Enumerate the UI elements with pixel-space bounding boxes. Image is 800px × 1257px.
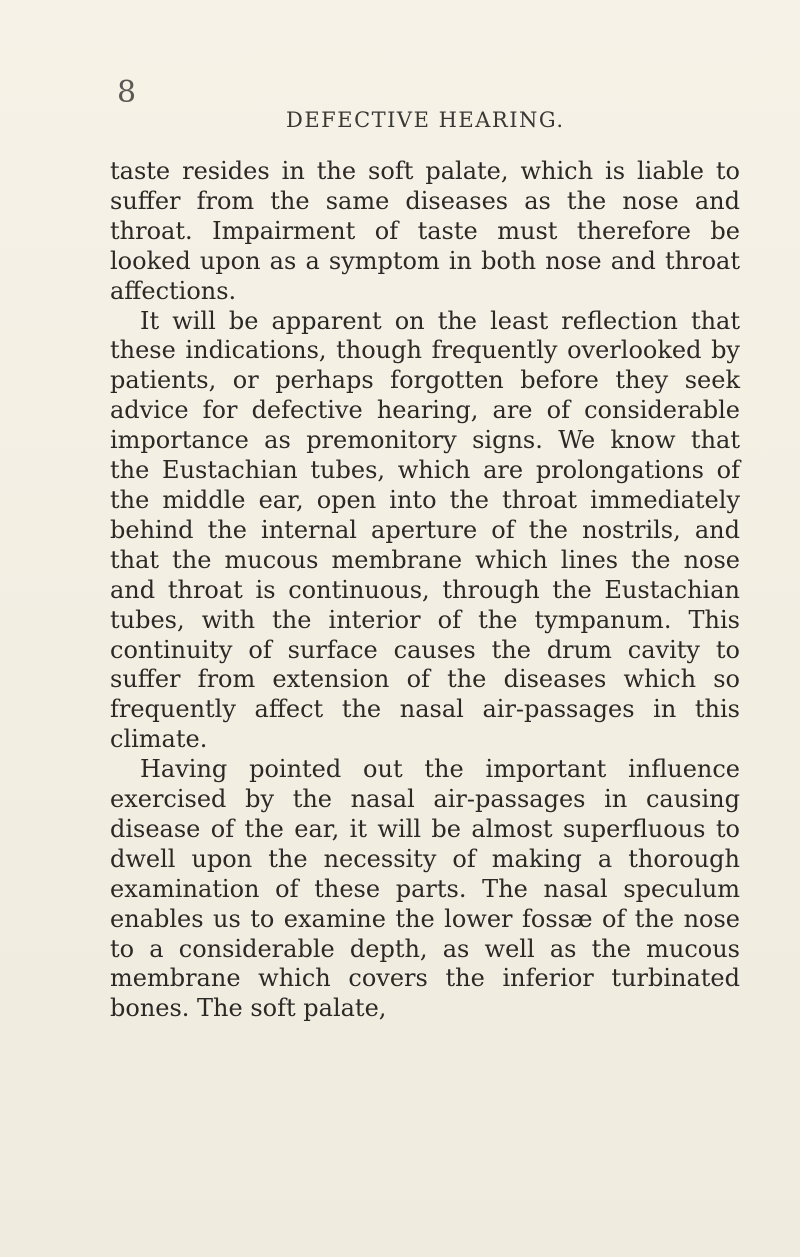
running-title: DEFECTIVE HEARING. [286,108,565,132]
paragraph-examination: Having pointed out the important influence exercised by the nasal air-passages in causing disease of the ear, it will be almost superfluous to dwell upon the necessity of making a thorough examination of these parts. The nasal speculum enables us to examine the lower fossæ of the nose to a considerable depth, as well as the mucous membrane which covers the inferior turbinated bones. The soft palate, [110,755,740,1023]
paragraph-continued: taste resides in the soft palate, which is liable to suffer from the same diseases as the nose and throat. Impairment of taste must therefore be looked upon as a symptom in both nose and throat affections. [110,157,740,305]
page-number: 8 [117,75,137,110]
paragraph-premonitory-signs: It will be apparent on the least reflection that these indications, though frequently overlooked by patients, or perhaps forgotten before they seek advice for defective hearing, are of considerable importance as premonitory signs. We know that the Eustachian tubes, which are prolongations of the middle ear, open into the throat immediately behind the internal aperture of the nostrils, and that the mucous membrane which lines the nose and throat is continuous, through the Eustachian tubes, with the interior of the tympanum. This continuity of surface causes the drum cavity to suffer from extension of the diseases which so frequently affect the nasal air-passages in this climate. [110,306,740,754]
body-text [110,157,740,1024]
